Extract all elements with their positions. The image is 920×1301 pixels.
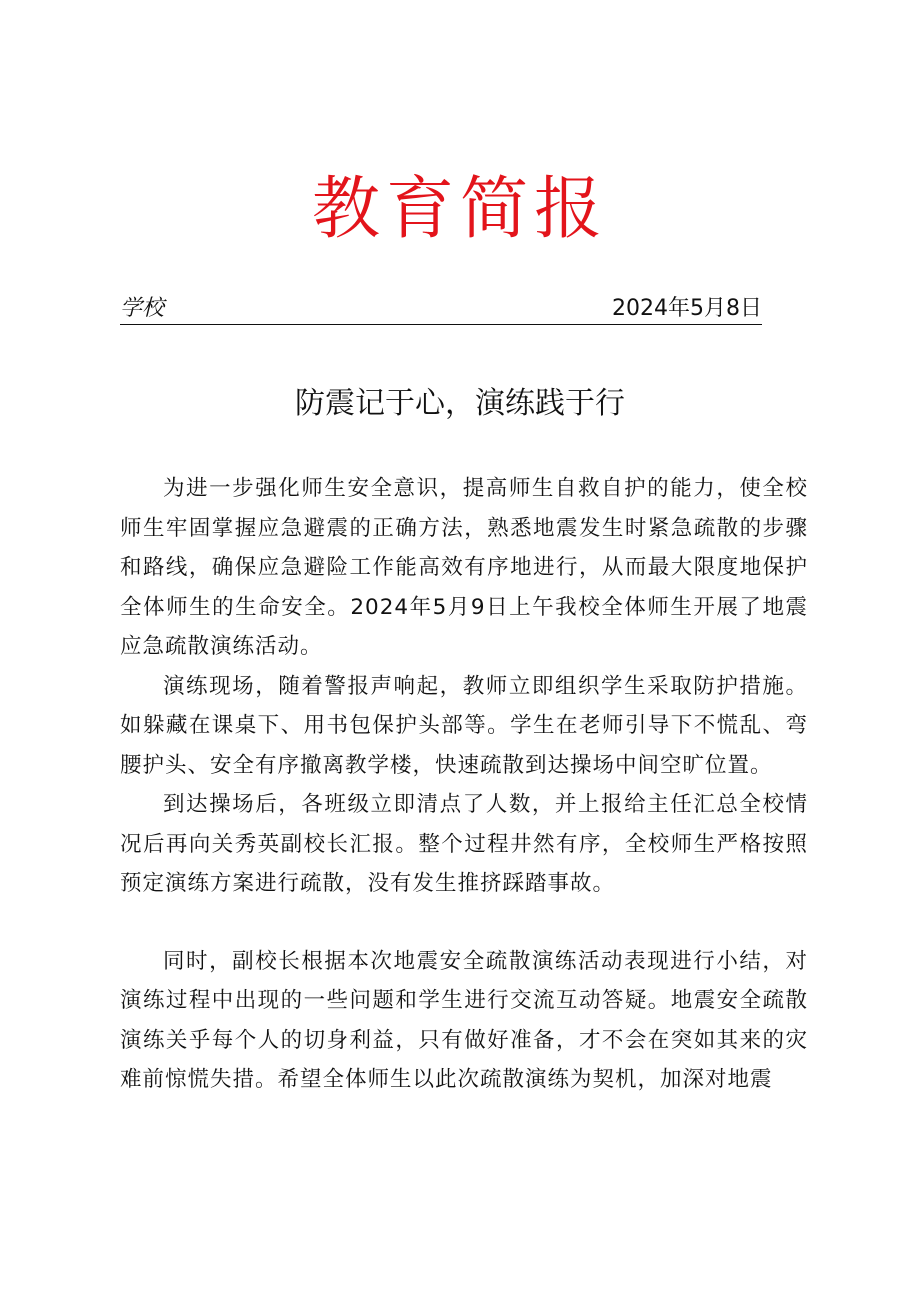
paragraph-summary: 同时，副校长根据本次地震安全疏散演练活动表现进行小结，对演练过程中出现的一些问题和学生进行交流互动答疑。地震安全疏散演练关乎每个人的切身利益，只有做好准备，才不会在突如其来的灾难前惊慌失措。希望全体师生以此次疏散演练为契机，加深对地震 bbox=[120, 948, 808, 1092]
school-label: 学校 bbox=[120, 296, 165, 321]
paragraph-drill-scene: 演练现场，随着警报声响起，教师立即组织学生采取防护措施。如躲藏在课桌下、用书包保护头部等。学生在老师引导下不慌乱、弯腰护头、安全有序撤离教学楼，快速疏散到达操场中间空旷位置。 bbox=[120, 673, 808, 778]
newsletter-masthead: 教育简报 bbox=[311, 170, 608, 249]
issue-date: 2024年5月8日 bbox=[612, 296, 762, 321]
paragraph-spacer bbox=[120, 904, 808, 942]
paragraph-headcount: 到达操场后，各班级立即清点了人数，并上报给主任汇总全校情况后再向关秀英副校长汇报。整个过程井然有序，全校师生严格按照预定演练方案进行疏散，没有发生推挤踩踏事故。 bbox=[120, 792, 808, 896]
header-rule bbox=[120, 296, 762, 325]
article-body bbox=[120, 469, 808, 1100]
paragraph-intro: 为进一步强化师生安全意识，提高师生自救自护的能力，使全校师生牢固掌握应急避震的正确方法，熟悉地震发生时紧急疏散的步骤和路线，确保应急避险工作能高效有序地进行，从而最大限度地保护全体师生的生命安全。2024年5月9日上午我校全体师生开展了地震应急疏散演练活动。 bbox=[120, 476, 808, 659]
article-headline: 防震记于心，演练践于行 bbox=[295, 386, 625, 421]
